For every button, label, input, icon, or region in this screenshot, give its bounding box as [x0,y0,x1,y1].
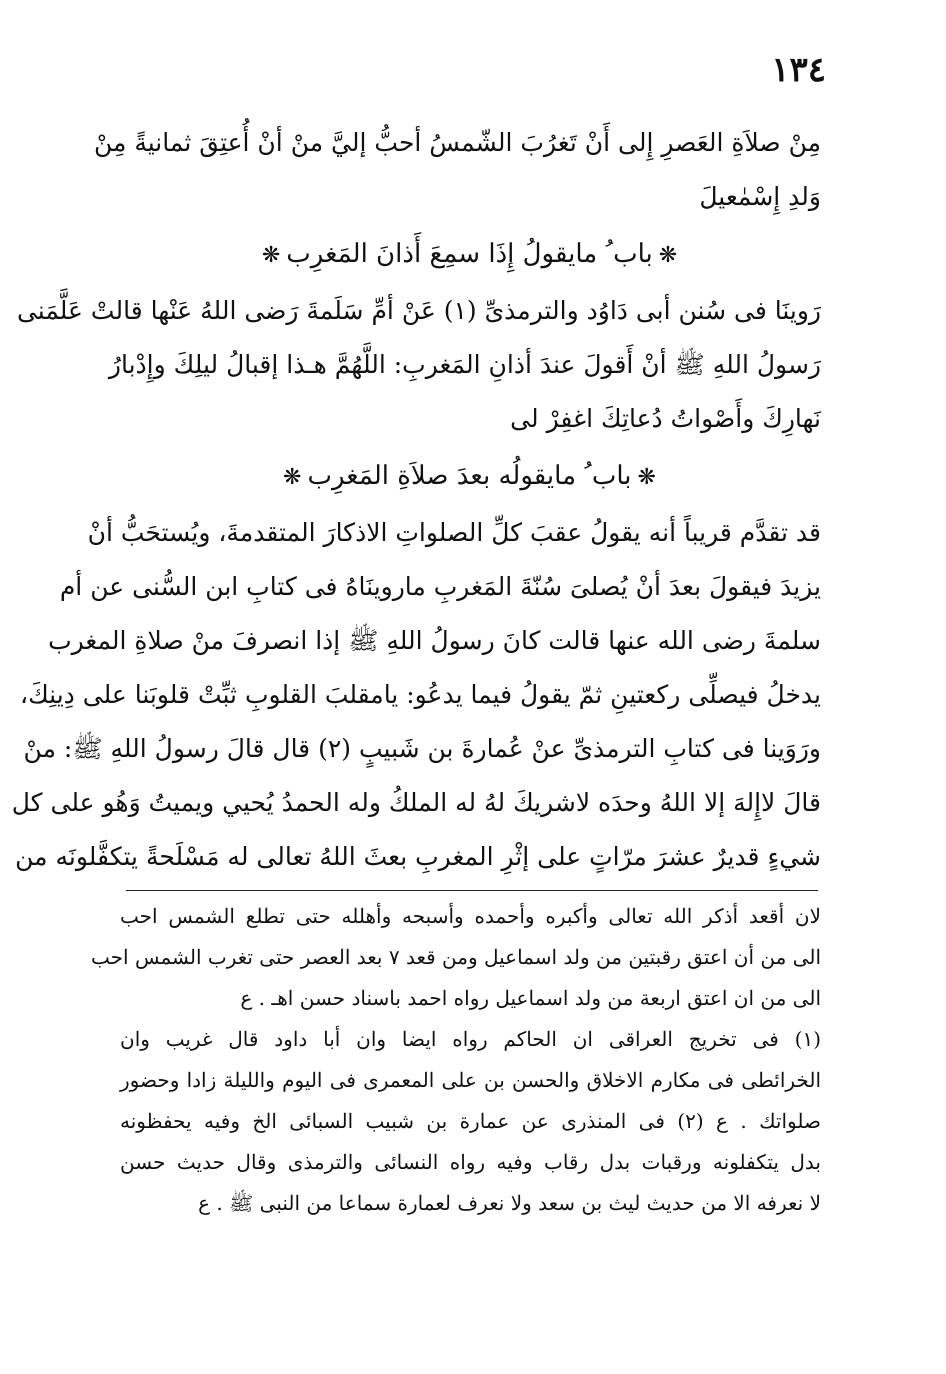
body-line: وَلدِ إِسْمٰعيلَ [699,182,821,211]
body-line: مِنْ صلاَةِ العَصرِ إِلى أَنْ تَغرُبَ الشّمسُ أحبُّ إليَّ منْ أنْ أُعتِقَ ثمانيةً مِنْ [93,128,821,157]
section-heading-text: باب ُ مايقولُ إِذَا سمِعَ أَذانَ المَغرِب [286,239,653,269]
body-line: نَهارِكَ وأَصْواتُ دُعاتِكَ اغفِرْ لى [510,404,821,433]
body-line: يدخلُ فيصلِّى ركعتينِ ثمّ يقولُ فيما يدعُو: يامقلبَ القلوبِ ثبِّتْ قلوبَنا على دِينِكَ، [20,680,821,709]
footnote-line: بدل يتكفلونه ورقبات بدل رقاب وفيه رواه النسائى والترمذى وقال حديث حسن [120,1150,821,1174]
floral-ornament-icon: ❋ [658,243,678,268]
footnote-divider [126,890,818,891]
section-heading-text: باب ُ مايقولُه بعدَ صلاَةِ المَغرِب [307,461,632,491]
footnotes [91,896,821,1224]
footnote-line: الى من أن اعتق رقبتين من ولد اسماعيل ومن قعد ٧ بعد العصر حتى تغرب الشمس احب [91,945,821,969]
floral-ornament-icon: ❋ [261,243,281,268]
body-line: سلمةَ رضى الله عنها قالت كانَ رسولُ اللهِ ﷺ إذا انصرفَ منْ صلاةِ المغرب [48,626,821,655]
body-line: رَسولُ اللهِ ﷺ أنْ أَقولَ عندَ أذانِ المَغربِ: اللَّهُمَّ هـذا إقبالُ ليلِكَ وإِدْبارُ [108,350,821,379]
section-heading-after-maghrib [118,446,821,506]
footnote-line: (١) فى تخريج العراقى ان الحاكم رواه ايضا وان أبا داود قال غريب وان [120,1027,821,1051]
footnote-line: لان أقعد أذكر الله تعالى وأكبره وأحمده وأسبحه وأهلله حتى تطلع الشمس احب [120,904,821,928]
floral-ornament-icon: ❋ [637,465,656,490]
body-line: شيءٍ قديرٌ عشرَ مرّاتٍ على إثْرِ المغربِ بعثَ اللهُ تعالى له مَسْلَحةً يتكفَّلونَه من [15,842,821,871]
footnote-line: لا نعرفه الا من حديث ليث بن سعد ولا نعرف لعمارة سماعا من النبى ﷺ . ع [198,1191,821,1215]
body-line: ورَوَينا فى كتابِ الترمذىِّ عنْ عُمارةَ بن شَبيبٍ (٢) قال قالَ رسولُ اللهِ ﷺ: منْ [23,734,821,763]
body-line: رَوينَا فى سُنن أبى دَاوُد والترمذىِّ (١) عَنْ أمِّ سَلَمةَ رَضى اللهُ عَنْها قالتْ عَلَّمَنى [16,296,821,325]
page-number: ١٣٤ [771,50,826,90]
body-line: يزيدَ فيقولَ بعدَ أنْ يُصلىَ سُنّةَ المَغربِ ماروينَاهُ فى كتابِ ابن السُّنى عن أم [59,572,821,601]
footnote-line: صلواتك . ع (٢) فى المنذرى عن عمارة بن شبيب السبائى الخ وفيه يحفظونه [120,1109,821,1133]
floral-ornament-icon: ❋ [283,465,302,490]
body-line: قد تقدَّم قريباً أنه يقولُ عقبَ كلِّ الصلواتِ الاذكارَ المتقدمةَ، ويُستحَبُّ أنْ [87,518,821,547]
body-line: قالَ لاإِلهَ إلا اللهُ وحدَه لاشريكَ لهُ له الملكُ وله الحمدُ يُحيي ويميتُ وَهُو على كل [11,788,821,817]
main-text [11,116,821,884]
footnote-line: الى من ان اعتق اربعة من ولد اسماعيل رواه احمد باسناد حسن اهـ . ع [240,986,821,1010]
section-heading-adhan-maghrib [118,224,821,284]
footnote-line: الخرائطى فى مكارم الاخلاق والحسن بن على المعمرى فى اليوم والليلة زادا وحضور [120,1068,821,1092]
